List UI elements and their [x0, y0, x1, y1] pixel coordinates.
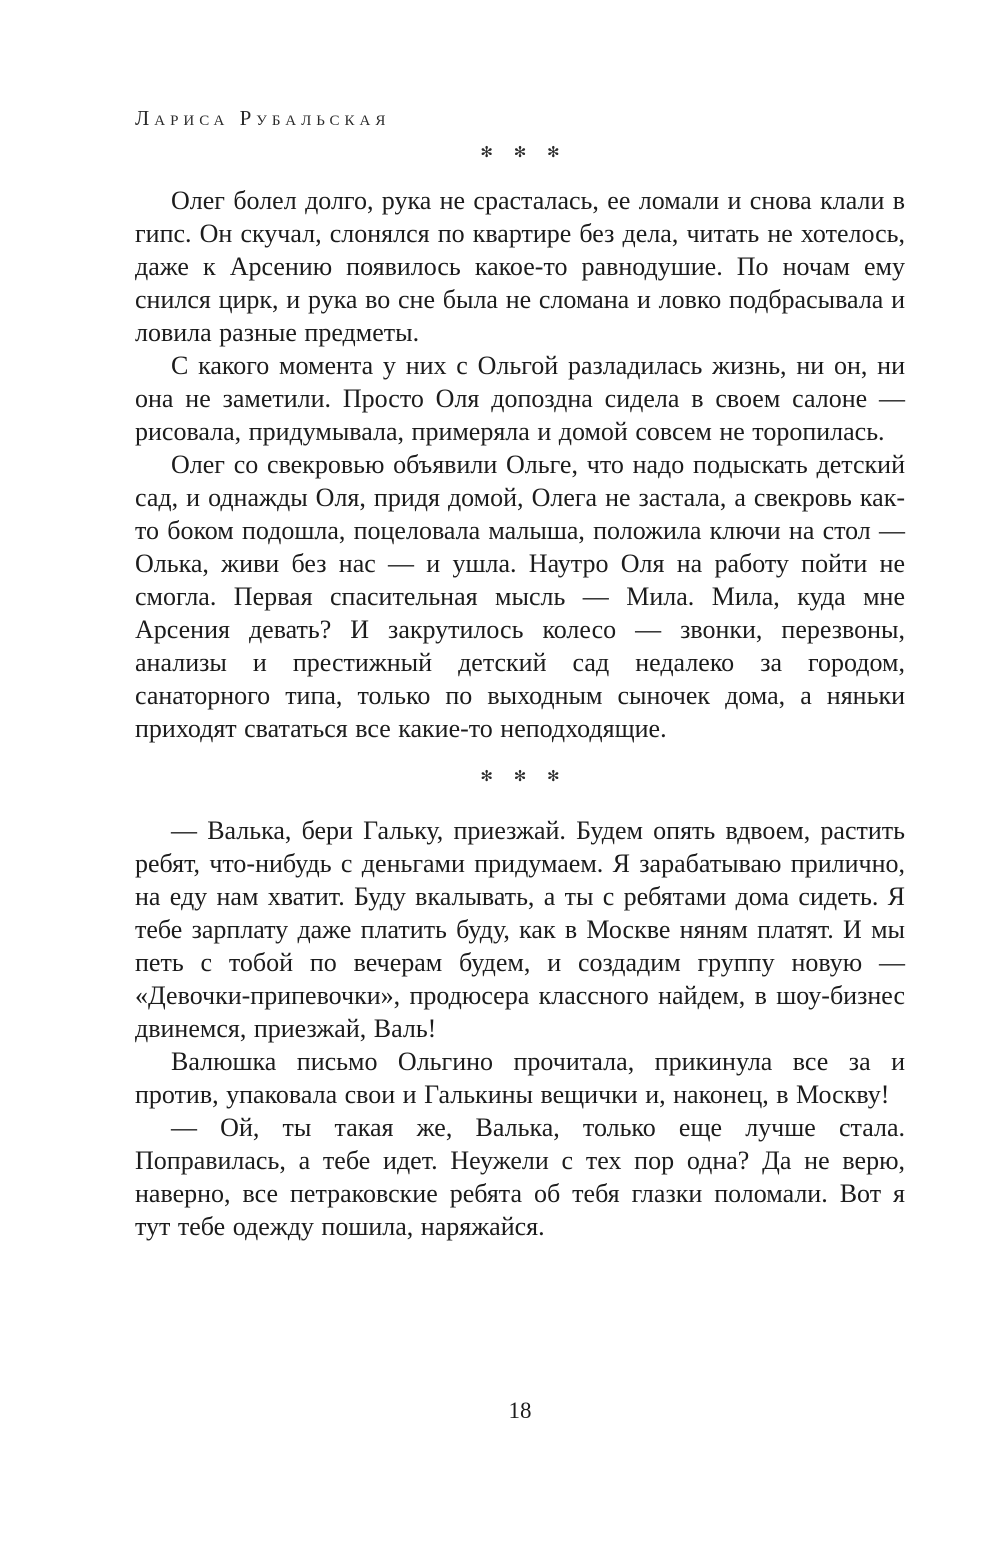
- section-divider-icon: ✻ ✻ ✻: [480, 767, 560, 785]
- section-divider-icon: ✻ ✻ ✻: [480, 143, 560, 161]
- page-number: 18: [508, 1398, 532, 1423]
- paragraph: Олег болел долго, рука не срасталась, ее ломали и снова клали в гипс. Он скучал, слонялся по квартире без дела, читать не хотелось, даже к Арсению появилось какое-то равнодушие. По ночам ему снился цирк, и рука во сне была не сломана и ловко подбрасывала и ловила разные предметы.: [135, 186, 905, 347]
- paragraph: — Валька, бери Гальку, приезжай. Будем опять вдвоем, растить ребят, что-нибудь с деньгами придумаем. Я зарабатываю прилично, на еду нам хватит. Буду вкалывать, а ты с ребятами дома сидеть. Я тебе зарплату даже платить буду, как в Москве няням платят. И мы петь с тобой по вечерам будем, и создадим группу новую — «Девочки-припевочки», продюсера классного найдем, в шоу-бизнес двинемся, приезжай, Валь!: [135, 816, 905, 1043]
- running-header: Лариса Рубальская: [135, 106, 391, 130]
- text-section-1: [135, 184, 905, 745]
- paragraph: Олег со свекровью объявили Ольге, что надо подыскать детский сад, и однажды Оля, придя домой, Олега не застала, а свекровь как-то боком подошла, поцеловала малыша, положила ключи на стол — Олька, живи без нас — и ушла. Наутро Оля на работу пойти не смогла. Первая спасительная мысль — Мила. Мила, куда мне Арсения девать? И закрутилось колесо — звонки, перезвоны, анализы и престижный детский сад недалеко за городом, санаторного типа, только по выходным сыночек дома, а няньки приходят свататься все какие-то неподходящие.: [135, 450, 905, 743]
- paragraph: — Ой, ты такая же, Валька, только еще лучше стала. Поправилась, а тебе идет. Неужели с тех пор одна? Да не верю, наверно, все петраковские ребята об тебя глазки поломали. Вот я тут тебе одежду пошила, наряжайся.: [135, 1113, 905, 1241]
- text-section-2: [135, 814, 905, 1243]
- paragraph: С какого момента у них с Ольгой разладилась жизнь, ни он, ни она не заметили. Просто Оля допоздна сидела в своем салоне — рисовала, придумывала, примеряла и домой совсем не торопилась.: [135, 351, 905, 446]
- paragraph: Валюшка письмо Ольгино прочитала, прикинула все за и против, упаковала свои и Галькины вещички и, наконец, в Москву!: [135, 1047, 905, 1109]
